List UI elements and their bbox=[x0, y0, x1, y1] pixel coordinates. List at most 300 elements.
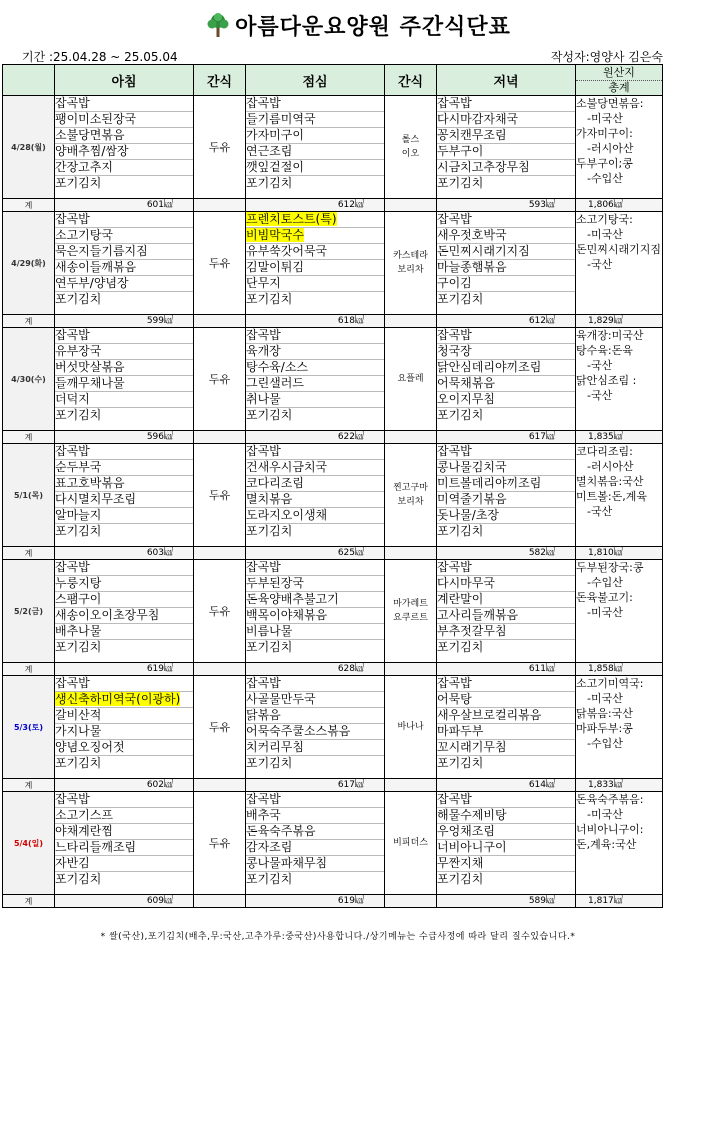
header-origin bbox=[576, 65, 663, 96]
menu-item: 무짠지채 bbox=[437, 856, 575, 872]
menu-item: 닭볶음 bbox=[246, 708, 384, 724]
dinner-kcal: 589㎉ bbox=[437, 895, 576, 908]
menu-item: 부추젓갈무침 bbox=[437, 624, 575, 640]
origin-line: 소고기탕국: bbox=[576, 213, 633, 226]
origin-line: -미국산 bbox=[576, 606, 623, 619]
menu-item: 포기김치 bbox=[55, 640, 102, 654]
title-text: 아름다운요양원 주간식단표 bbox=[235, 15, 511, 40]
snack-text: 두유 bbox=[208, 489, 231, 502]
header-date bbox=[3, 65, 55, 96]
menu-item: 연두부/양념장 bbox=[55, 276, 193, 292]
header-row bbox=[3, 65, 663, 96]
menu-item: 느타리들깨조림 bbox=[55, 840, 193, 856]
snack-text: 롤스 bbox=[401, 135, 420, 145]
total-row bbox=[3, 199, 663, 212]
menu-item: 소고기스프 bbox=[55, 808, 193, 824]
origin-line: -수입산 bbox=[576, 172, 623, 185]
lunch-cell bbox=[246, 328, 385, 431]
dinner-kcal: 614㎉ bbox=[437, 779, 576, 792]
lunch-kcal: 618㎉ bbox=[246, 315, 385, 328]
menu-item: 잡곡밥 bbox=[55, 560, 193, 576]
breakfast-cell bbox=[55, 328, 194, 431]
lunch-kcal: 619㎉ bbox=[246, 895, 385, 908]
menu-item: 버섯맛살볶음 bbox=[55, 360, 193, 376]
origin-line: -국산 bbox=[576, 258, 613, 271]
snack-kcal-empty bbox=[385, 895, 437, 908]
snack-pm-cell bbox=[385, 96, 437, 199]
menu-item: 도라지오이생채 bbox=[246, 508, 384, 524]
header-snack-pm: 간식 bbox=[385, 65, 437, 96]
menu-item: 다시멸치무조림 bbox=[55, 492, 193, 508]
menu-item: 감자조림 bbox=[246, 840, 384, 856]
dinner-cell bbox=[437, 444, 576, 547]
snack-am-cell bbox=[194, 560, 246, 663]
menu-item: 미트볼데리야끼조림 bbox=[437, 476, 575, 492]
menu-item: 깻잎겉절이 bbox=[246, 160, 384, 176]
snack-text: 두유 bbox=[208, 721, 231, 734]
total-label: 계 bbox=[3, 315, 55, 328]
period-label: 기간 :25.04.28 ~ 25.05.04 bbox=[22, 50, 178, 64]
dinner-cell bbox=[437, 212, 576, 315]
page-title bbox=[0, 10, 716, 40]
total-row bbox=[3, 663, 663, 676]
menu-item: 너비아니구이 bbox=[437, 840, 575, 856]
menu-item: 콩나물김치국 bbox=[437, 460, 575, 476]
menu-item: 새우살브로컬리볶음 bbox=[437, 708, 575, 724]
menu-item: 치커리무침 bbox=[246, 740, 384, 756]
menu-item: 다시마감자채국 bbox=[437, 112, 575, 128]
day-total-kcal: 1,829㎉ bbox=[576, 315, 663, 328]
menu-item: 잡곡밥 bbox=[437, 560, 575, 576]
menu-item: 스팸구이 bbox=[55, 592, 193, 608]
menu-item: 백목이야채볶음 bbox=[246, 608, 384, 624]
snack-text: 이오 bbox=[401, 149, 420, 159]
snack-pm-cell bbox=[385, 560, 437, 663]
origin-line: 미트볼:돈,계육 bbox=[576, 490, 647, 503]
menu-item: 포기김치 bbox=[437, 756, 484, 770]
total-label: 계 bbox=[3, 779, 55, 792]
snack-text: 마가레트 bbox=[393, 599, 428, 609]
origin-line: -미국산 bbox=[576, 692, 623, 705]
menu-item: 포기김치 bbox=[55, 524, 102, 538]
menu-item: 취나물 bbox=[246, 392, 384, 408]
menu-item: 들기름미역국 bbox=[246, 112, 384, 128]
menu-item: 잡곡밥 bbox=[55, 212, 193, 228]
origin-line: -미국산 bbox=[576, 112, 623, 125]
snack-kcal-empty bbox=[385, 315, 437, 328]
origin-line: 돈육불고기: bbox=[576, 591, 633, 604]
snack-am-cell bbox=[194, 212, 246, 315]
snack-pm-cell bbox=[385, 444, 437, 547]
breakfast-kcal: 599㎉ bbox=[55, 315, 194, 328]
origin-line: -미국산 bbox=[576, 808, 623, 821]
dinner-cell bbox=[437, 676, 576, 779]
lunch-kcal: 625㎉ bbox=[246, 547, 385, 560]
menu-item: 콩나물파채무침 bbox=[246, 856, 384, 872]
snack-kcal-empty bbox=[385, 779, 437, 792]
origin-cell bbox=[576, 212, 663, 315]
menu-item: 구이김 bbox=[437, 276, 575, 292]
dinner-kcal: 593㎉ bbox=[437, 199, 576, 212]
menu-item: 계란말이 bbox=[437, 592, 575, 608]
menu-item: 잡곡밥 bbox=[437, 444, 575, 460]
dinner-cell bbox=[437, 792, 576, 895]
snack-text: 보리차 bbox=[397, 497, 424, 507]
menu-item: 우엉채조림 bbox=[437, 824, 575, 840]
menu-item: 돈민찌시래기지짐 bbox=[437, 244, 575, 260]
menu-item: 꼬시래기무침 bbox=[437, 740, 575, 756]
menu-item: 포기김치 bbox=[55, 292, 102, 306]
header-lunch: 점심 bbox=[246, 65, 385, 96]
menu-item: 생신축하미역국(이광하) bbox=[55, 692, 193, 708]
menu-item: 마늘종햄볶음 bbox=[437, 260, 575, 276]
dinner-cell bbox=[437, 560, 576, 663]
total-row bbox=[3, 315, 663, 328]
menu-item: 잡곡밥 bbox=[246, 792, 384, 808]
menu-item: 오이지무침 bbox=[437, 392, 575, 408]
menu-item: 알마늘지 bbox=[55, 508, 193, 524]
breakfast-cell bbox=[55, 96, 194, 199]
total-label: 계 bbox=[3, 199, 55, 212]
menu-item: 가지나물 bbox=[55, 724, 193, 740]
menu-item: 포기김치 bbox=[246, 872, 293, 886]
snack-kcal-empty bbox=[194, 895, 246, 908]
menu-item: 순두부국 bbox=[55, 460, 193, 476]
snack-text: 비피더스 bbox=[393, 838, 428, 848]
menu-item: 포기김치 bbox=[246, 640, 293, 654]
breakfast-kcal: 603㎉ bbox=[55, 547, 194, 560]
origin-line: 육개장:미국산 bbox=[576, 329, 644, 342]
menu-item: 새송이오이초장무침 bbox=[55, 608, 193, 624]
origin-line: 멸치볶음:국산 bbox=[576, 475, 644, 488]
menu-item: 잡곡밥 bbox=[55, 444, 193, 460]
menu-item: 더덕지 bbox=[55, 392, 193, 408]
day-date: 4/29(화) bbox=[3, 212, 55, 315]
menu-item: 두부된장국 bbox=[246, 576, 384, 592]
tree-logo-icon bbox=[205, 12, 231, 38]
menu-item: 코다리조림 bbox=[246, 476, 384, 492]
origin-line: 두부구이;콩 bbox=[576, 157, 633, 170]
lunch-kcal: 612㎉ bbox=[246, 199, 385, 212]
origin-line: 두부된장국:콩 bbox=[576, 561, 644, 574]
menu-item: 단무지 bbox=[246, 276, 384, 292]
origin-cell bbox=[576, 328, 663, 431]
menu-item: 잡곡밥 bbox=[246, 96, 384, 112]
day-date: 4/28(월) bbox=[3, 96, 55, 199]
menu-item: 어묵숙주쿨소스볶음 bbox=[246, 724, 384, 740]
menu-item: 다시마무국 bbox=[437, 576, 575, 592]
snack-kcal-empty bbox=[385, 663, 437, 676]
menu-item: 잡곡밥 bbox=[55, 792, 193, 808]
origin-line: 닭볶음:국산 bbox=[576, 707, 633, 720]
snack-text: 두유 bbox=[208, 837, 231, 850]
snack-kcal-empty bbox=[194, 547, 246, 560]
menu-item: 유부쑥갓어묵국 bbox=[246, 244, 384, 260]
menu-item: 어묵채볶음 bbox=[437, 376, 575, 392]
origin-line: -수입산 bbox=[576, 576, 623, 589]
menu-item: 김말이튀김 bbox=[246, 260, 384, 276]
breakfast-cell bbox=[55, 560, 194, 663]
menu-item: 꽁치캔무조림 bbox=[437, 128, 575, 144]
menu-item: 배추나물 bbox=[55, 624, 193, 640]
dinner-kcal: 617㎉ bbox=[437, 431, 576, 444]
menu-item: 잡곡밥 bbox=[55, 96, 193, 112]
day-row bbox=[3, 676, 663, 779]
origin-line: 닭안심조림 : bbox=[576, 374, 637, 387]
menu-item: 잡곡밥 bbox=[437, 96, 575, 112]
snack-pm-cell bbox=[385, 792, 437, 895]
origin-cell bbox=[576, 444, 663, 547]
lunch-kcal: 622㎉ bbox=[246, 431, 385, 444]
snack-text: 카스테라 bbox=[393, 251, 428, 261]
origin-line: -국산 bbox=[576, 359, 613, 372]
menu-item: 시금치고추장무침 bbox=[437, 160, 575, 176]
menu-item: 포기김치 bbox=[437, 408, 484, 422]
day-row bbox=[3, 212, 663, 315]
day-total-kcal: 1,835㎉ bbox=[576, 431, 663, 444]
snack-text: 요플레 bbox=[397, 374, 424, 384]
menu-item: 가자미구이 bbox=[246, 128, 384, 144]
menu-item: 마파두부 bbox=[437, 724, 575, 740]
menu-item: 포기김치 bbox=[55, 756, 102, 770]
menu-item: 들깨무채나물 bbox=[55, 376, 193, 392]
day-row bbox=[3, 792, 663, 895]
origin-line: -미국산 bbox=[576, 228, 623, 241]
author-label: 작성자:영양사 김은숙 bbox=[550, 50, 663, 64]
breakfast-cell bbox=[55, 792, 194, 895]
origin-line: -러시아산 bbox=[576, 142, 634, 155]
day-row bbox=[3, 328, 663, 431]
menu-item: 새송이들깨볶음 bbox=[55, 260, 193, 276]
origin-line: 돈민찌시래기지짐 bbox=[576, 243, 662, 256]
snack-text: 요쿠르트 bbox=[393, 613, 428, 623]
dinner-kcal: 582㎉ bbox=[437, 547, 576, 560]
menu-item: 잡곡밥 bbox=[437, 328, 575, 344]
origin-line: 돈,계육:국산 bbox=[576, 838, 637, 851]
menu-item: 자반김 bbox=[55, 856, 193, 872]
snack-text: 두유 bbox=[208, 257, 231, 270]
origin-cell bbox=[576, 560, 663, 663]
menu-item: 육개장 bbox=[246, 344, 384, 360]
menu-item: 연근조림 bbox=[246, 144, 384, 160]
breakfast-kcal: 601㎉ bbox=[55, 199, 194, 212]
snack-text: 찐고구마 bbox=[393, 483, 428, 493]
total-row bbox=[3, 779, 663, 792]
menu-item: 고사리들깨볶음 bbox=[437, 608, 575, 624]
dinner-cell bbox=[437, 328, 576, 431]
breakfast-cell bbox=[55, 212, 194, 315]
snack-text: 보리차 bbox=[397, 265, 424, 275]
lunch-kcal: 628㎉ bbox=[246, 663, 385, 676]
origin-cell bbox=[576, 676, 663, 779]
origin-line: 탕수육:돈육 bbox=[576, 344, 633, 357]
menu-item: 잡곡밥 bbox=[437, 212, 575, 228]
menu-item: 어묵탕 bbox=[437, 692, 575, 708]
menu-item: 미역줄기볶음 bbox=[437, 492, 575, 508]
snack-am-cell bbox=[194, 444, 246, 547]
footnote: * 쌀(국산),포기김치(배추,무:국산,고추가루:중국산)사용합니다./상기메뉴는 수급사정에 따라 달리 질수있습니다.* bbox=[100, 932, 576, 942]
origin-line: -수입산 bbox=[576, 737, 623, 750]
breakfast-kcal: 609㎉ bbox=[55, 895, 194, 908]
menu-item: 청국장 bbox=[437, 344, 575, 360]
lunch-cell bbox=[246, 676, 385, 779]
menu-item: 포기김치 bbox=[246, 524, 293, 538]
origin-line: -국산 bbox=[576, 389, 613, 402]
menu-item: 표고호박볶음 bbox=[55, 476, 193, 492]
snack-text: 두유 bbox=[208, 605, 231, 618]
origin-line: -국산 bbox=[576, 505, 613, 518]
header-breakfast: 아침 bbox=[55, 65, 194, 96]
snack-am-cell bbox=[194, 328, 246, 431]
day-total-kcal: 1,806㎉ bbox=[576, 199, 663, 212]
total-row bbox=[3, 547, 663, 560]
day-date: 5/2(금) bbox=[3, 560, 55, 663]
menu-item: 잡곡밥 bbox=[437, 792, 575, 808]
menu-item: 사골물만두국 bbox=[246, 692, 384, 708]
menu-item: 비빔막국수 bbox=[246, 228, 384, 244]
dinner-kcal: 612㎉ bbox=[437, 315, 576, 328]
day-row bbox=[3, 560, 663, 663]
snack-kcal-empty bbox=[385, 199, 437, 212]
snack-pm-cell bbox=[385, 676, 437, 779]
dinner-kcal: 611㎉ bbox=[437, 663, 576, 676]
snack-kcal-empty bbox=[194, 779, 246, 792]
menu-item: 포기김치 bbox=[55, 408, 102, 422]
menu-item: 비름나물 bbox=[246, 624, 384, 640]
menu-item: 잡곡밥 bbox=[55, 328, 193, 344]
menu-item: 포기김치 bbox=[437, 292, 484, 306]
menu-item: 돗나물/초장 bbox=[437, 508, 575, 524]
menu-item: 포기김치 bbox=[246, 176, 293, 190]
menu-item: 갈비산적 bbox=[55, 708, 193, 724]
menu-item: 프렌치토스트(특) bbox=[246, 212, 384, 228]
menu-item: 잡곡밥 bbox=[246, 560, 384, 576]
menu-item: 포기김치 bbox=[246, 292, 293, 306]
menu-item: 유부장국 bbox=[55, 344, 193, 360]
total-label: 계 bbox=[3, 663, 55, 676]
origin-line: 너비아니구이: bbox=[576, 823, 644, 836]
menu-item: 묵은지들기름지짐 bbox=[55, 244, 193, 260]
menu-item: 새우젓호박국 bbox=[437, 228, 575, 244]
lunch-cell bbox=[246, 212, 385, 315]
origin-line: 소고기미역국: bbox=[576, 677, 644, 690]
day-row bbox=[3, 444, 663, 547]
menu-item: 잡곡밥 bbox=[246, 328, 384, 344]
origin-cell bbox=[576, 96, 663, 199]
lunch-cell bbox=[246, 792, 385, 895]
lunch-cell bbox=[246, 560, 385, 663]
menu-item: 탕수육/소스 bbox=[246, 360, 384, 376]
origin-line: 코다리조림: bbox=[576, 445, 633, 458]
menu-item: 야채계란찜 bbox=[55, 824, 193, 840]
snack-pm-cell bbox=[385, 212, 437, 315]
menu-item: 잡곡밥 bbox=[55, 676, 193, 692]
snack-am-cell bbox=[194, 96, 246, 199]
day-date: 5/3(토) bbox=[3, 676, 55, 779]
origin-line: 마파두부:콩 bbox=[576, 722, 633, 735]
snack-kcal-empty bbox=[194, 431, 246, 444]
menu-item: 잡곡밥 bbox=[246, 444, 384, 460]
menu-item: 포기김치 bbox=[246, 408, 293, 422]
snack-am-cell bbox=[194, 676, 246, 779]
breakfast-kcal: 602㎉ bbox=[55, 779, 194, 792]
day-date: 4/30(수) bbox=[3, 328, 55, 431]
menu-item: 누룽지탕 bbox=[55, 576, 193, 592]
breakfast-cell bbox=[55, 676, 194, 779]
snack-text: 바나나 bbox=[397, 722, 424, 732]
menu-item: 해물수제비탕 bbox=[437, 808, 575, 824]
origin-line: 돈육숙주볶음: bbox=[576, 793, 644, 806]
menu-item: 포기김치 bbox=[55, 872, 102, 886]
header-total-label: 총계 bbox=[608, 80, 630, 94]
snack-am-cell bbox=[194, 792, 246, 895]
menu-item: 돈육양배추불고기 bbox=[246, 592, 384, 608]
menu-item: 소불당면볶음 bbox=[55, 128, 193, 144]
lunch-cell bbox=[246, 96, 385, 199]
origin-line: 소불당면볶음: bbox=[576, 97, 644, 110]
day-row bbox=[3, 96, 663, 199]
menu-item: 소고기탕국 bbox=[55, 228, 193, 244]
menu-item: 팽이미소된장국 bbox=[55, 112, 193, 128]
snack-pm-cell bbox=[385, 328, 437, 431]
menu-item: 닭안심데리야끼조림 bbox=[437, 360, 575, 376]
menu-item: 포기김치 bbox=[437, 872, 484, 886]
menu-item: 간장고추지 bbox=[55, 160, 193, 176]
lunch-kcal: 617㎉ bbox=[246, 779, 385, 792]
snack-text: 두유 bbox=[208, 373, 231, 386]
dinner-cell bbox=[437, 96, 576, 199]
menu-item: 양배추찜/쌈장 bbox=[55, 144, 193, 160]
day-date: 5/4(일) bbox=[3, 792, 55, 895]
total-row bbox=[3, 895, 663, 908]
menu-item: 두부구이 bbox=[437, 144, 575, 160]
menu-item: 잡곡밥 bbox=[437, 676, 575, 692]
menu-item: 포기김치 bbox=[437, 524, 484, 538]
menu-item: 멸치볶음 bbox=[246, 492, 384, 508]
day-total-kcal: 1,858㎉ bbox=[576, 663, 663, 676]
origin-cell bbox=[576, 792, 663, 895]
origin-line: 가자미구이: bbox=[576, 127, 633, 140]
origin-line: -러시아산 bbox=[576, 460, 634, 473]
menu-item: 잡곡밥 bbox=[246, 676, 384, 692]
lunch-cell bbox=[246, 444, 385, 547]
day-total-kcal: 1,833㎉ bbox=[576, 779, 663, 792]
menu-item: 배추국 bbox=[246, 808, 384, 824]
breakfast-kcal: 596㎉ bbox=[55, 431, 194, 444]
menu-item: 포기김치 bbox=[437, 176, 484, 190]
total-label: 계 bbox=[3, 895, 55, 908]
header-dinner: 저녁 bbox=[437, 65, 576, 96]
snack-kcal-empty bbox=[194, 315, 246, 328]
snack-kcal-empty bbox=[194, 199, 246, 212]
header-snack-am: 간식 bbox=[194, 65, 246, 96]
snack-text: 두유 bbox=[208, 141, 231, 154]
day-date: 5/1(목) bbox=[3, 444, 55, 547]
menu-item: 포기김치 bbox=[437, 640, 484, 654]
menu-item: 그린샐러드 bbox=[246, 376, 384, 392]
header-origin-label: 원산지 bbox=[576, 66, 662, 81]
snack-kcal-empty bbox=[385, 547, 437, 560]
total-label: 계 bbox=[3, 547, 55, 560]
day-total-kcal: 1,817㎉ bbox=[576, 895, 663, 908]
menu-table bbox=[2, 64, 663, 908]
menu-item: 포기김치 bbox=[246, 756, 293, 770]
menu-item: 돈육숙주볶음 bbox=[246, 824, 384, 840]
breakfast-cell bbox=[55, 444, 194, 547]
breakfast-kcal: 619㎉ bbox=[55, 663, 194, 676]
total-row bbox=[3, 431, 663, 444]
snack-kcal-empty bbox=[194, 663, 246, 676]
